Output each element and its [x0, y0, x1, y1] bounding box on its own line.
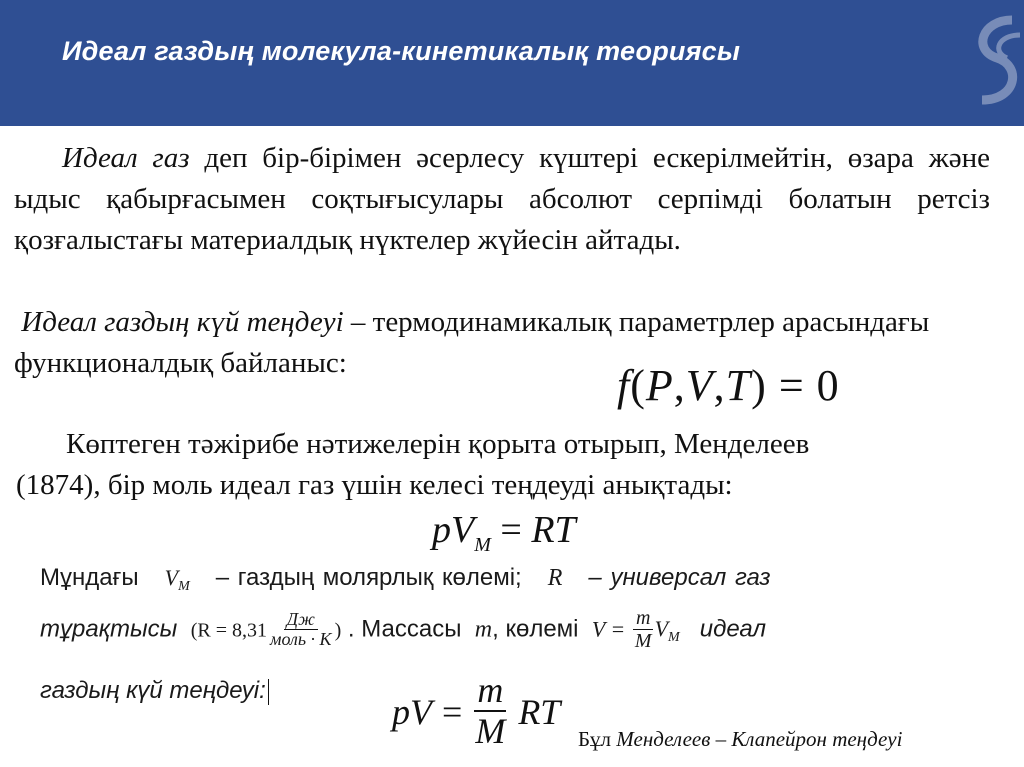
definition-text: деп бір-бірімен әсерлесу күштері ескерілмейтін, өзара және ыдыс қабырғасымен соқтығысулары абсолют серпімді болатын ретсіз қозғалыстағы материалдық нүктелер жүйесін айтады. [14, 142, 990, 256]
definition-paragraph [14, 138, 990, 261]
notes-text: . Массасы [347, 615, 462, 643]
fraction-numerator: m [633, 608, 653, 630]
caption-prefix: Бұл [578, 727, 617, 751]
mendeleev-line2: (1874), бір моль идеал газ үшін келесі теңдеуді анықтады: [16, 469, 733, 501]
formula-comma: , [713, 361, 726, 410]
fraction-numerator: Дж [284, 610, 318, 630]
formula-r: R [531, 509, 555, 551]
notes-vm-subscript: M [668, 630, 680, 646]
mendeleev-formula [432, 508, 576, 557]
notes-v: V = [591, 616, 626, 642]
notes-text: – универсал газ [588, 564, 771, 591]
formula-p: P [645, 361, 674, 410]
text-cursor [268, 679, 269, 705]
formula-t: T [554, 509, 576, 551]
state-equation-term: Идеал газдың күй теңдеуі [21, 306, 344, 338]
page-title: Идеал газдың молекула-кинетикалық теориясы [62, 36, 741, 66]
formula-v: V [685, 361, 714, 410]
s-logo-icon [962, 0, 1024, 126]
notes-line2 [40, 608, 980, 652]
formula-comma: , [673, 361, 686, 410]
notes-text: тұрақтысы [40, 615, 178, 643]
formula-p: p [432, 509, 451, 551]
notes-text: , көлемі [492, 615, 579, 643]
formula-t: T [725, 361, 752, 410]
formula-rt: RT [518, 691, 561, 732]
notes-r: R [547, 565, 563, 591]
clapeyron-formula [392, 672, 560, 751]
notes-paren: ) [334, 619, 342, 642]
notes-line3 [40, 677, 269, 705]
mendeleev-line1: Көптеген тәжірибе нәтижелерін қорыта отырып, Менделеев [66, 428, 810, 460]
formula-paren: ( [630, 361, 646, 410]
notes-m: m [474, 616, 493, 643]
header-bar [0, 0, 1024, 126]
state-function-formula [617, 360, 840, 411]
state-equation-text: – термодинамикалық параметрлер арасындағы функционалдық байланыс: [14, 306, 930, 379]
formula-eq: = [500, 509, 522, 551]
notes-text: идеал [699, 615, 767, 643]
formula-fraction [472, 672, 508, 751]
notes-line1 [40, 564, 940, 595]
notes-r-value: (R = 8,31 [190, 619, 267, 642]
formula-subscript: M [474, 534, 491, 556]
fraction-denominator: моль · K [269, 629, 332, 650]
fraction-denominator: M [634, 630, 652, 652]
fraction-numerator: m [474, 672, 506, 712]
formula-v: V [451, 509, 475, 551]
caption-name: Менделеев – Клапейрон теңдеуі [616, 727, 903, 751]
mendeleev-paragraph [14, 424, 1004, 506]
formula-paren: ) [751, 361, 767, 410]
notes-text: Мұндағы [40, 564, 139, 591]
notes-unit-fraction [267, 610, 335, 650]
formula-f: f [617, 361, 631, 410]
notes-text: – газдың молярлық көлемі; [215, 564, 522, 591]
formula-pv: pV [392, 691, 432, 732]
notes-mass-fraction [632, 608, 655, 652]
formula-eq: = [778, 361, 805, 410]
notes-vm-subscript: M [178, 579, 190, 594]
formula-zero: 0 [816, 361, 840, 410]
notes-vm: V [654, 616, 669, 642]
definition-term: Идеал газ [62, 142, 190, 174]
notes-text: газдың күй теңдеуі: [40, 677, 266, 704]
notes-vm: V [164, 565, 179, 590]
formula-eq: = [442, 691, 463, 732]
fraction-denominator: M [475, 710, 506, 751]
caption [578, 727, 902, 752]
